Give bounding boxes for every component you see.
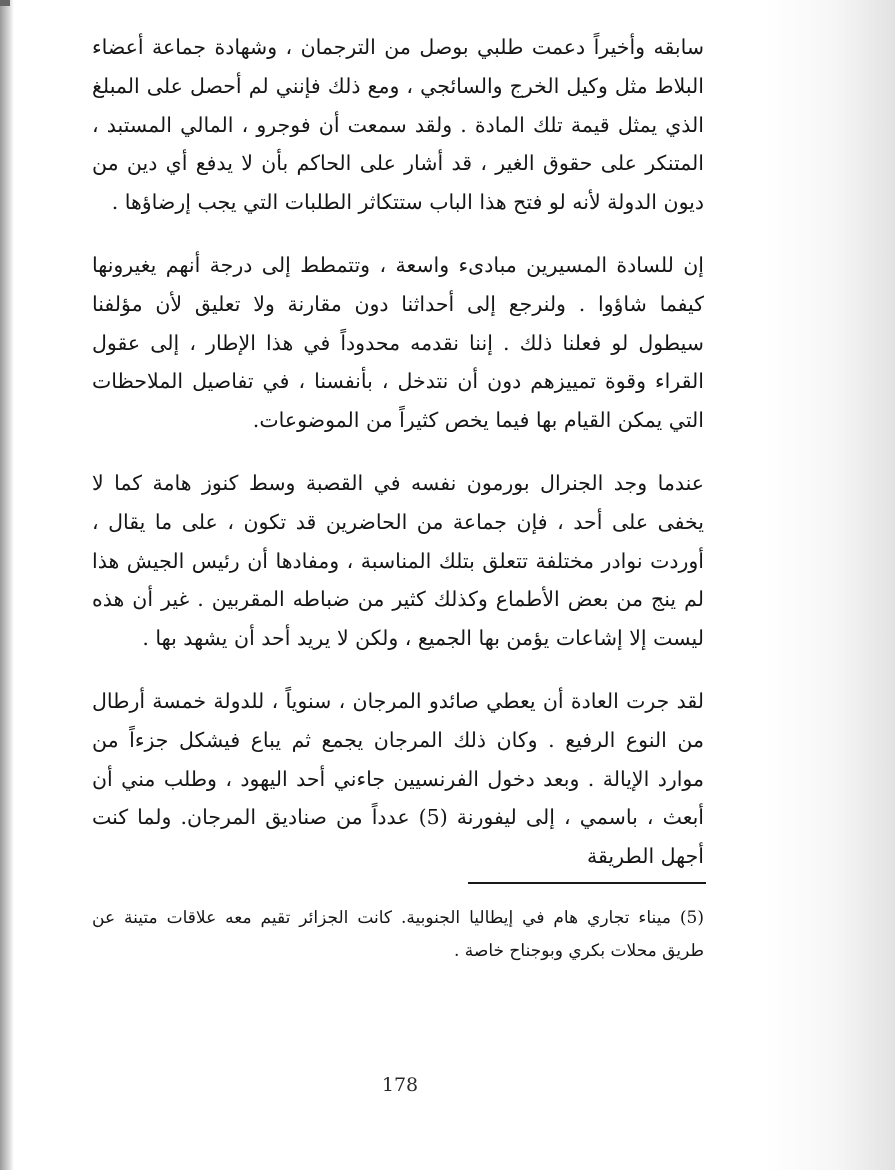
paragraph-1: سابقه وأخيراً دعمت طلبي بوصل من الترجمان ، وشهادة جماعة أعضاء البلاط مثل وكيل الخرج والسائجي ، ومع ذلك فإنني لم أحصل على المبلغ الذي يمثل قيمة تلك المادة . ولقد سمعت أن فوجرو ، المالي المستبد ، المتنكر على حقوق الغير ، قد أشار على الحاكم بأن لا يدفع أي دين من ديون الدولة لأنه لو فتح هذا الباب ستتكاثر الطلبات التي يجب إرضاؤها . (92, 35, 704, 215)
scan-edge-right (765, 0, 895, 1170)
page-body (92, 28, 704, 900)
footnote: (5) ميناء تجاري هام في إيطاليا الجنوبية. كانت الجزائر تقيم معه علاقات متينة عن طريق محلات بكري وبوجناح خاصة . (92, 908, 704, 961)
scan-edge-left (0, 0, 14, 1170)
paragraph-2: إن للسادة المسيرين مبادىء واسعة ، وتتمطط إلى درجة أنهم يغيرونها كيفما شاؤوا . ولنرجع إلى أحداثنا دون مقارنة ولا تعليق لأن مؤلفنا سيطول لو فعلنا ذلك . إننا نقدمه محدوداً في هذا الإطار ، إلى عقول القراء وقوة تمييزهم دون أن نتدخل ، بأنفسنا ، في تفاصيل الملاحظات التي يمكن القيام بها فيما يخص كثيراً من الموضوعات. (92, 252, 704, 433)
scan-mark (0, 0, 10, 6)
paragraph-3: عندما وجد الجنرال بورمون نفسه في القصبة وسط كنوز هامة كما لا يخفى على أحد ، فإن جماعة من الحاضرين قد تكون ، على ما يقال ، أوردت نوادر مختلفة تتعلق بتلك المناسبة ، ومفادها أن رئيس الجيش هذا لم ينج من بعض الأطماع وكذلك كثير من ضباطه المقربين . غير أن هذه ليست إلا إشاعات يؤمن بها الجميع ، ولكن لا يريد أحد أن يشهد بها . (92, 470, 704, 651)
page-number: 178 (381, 1074, 419, 1096)
footnote-divider (468, 882, 706, 884)
paragraph-4: لقد جرت العادة أن يعطي صائدو المرجان ، سنوياً ، للدولة خمسة أرطال من النوع الرفيع . وكان ذلك المرجان يجمع ثم يباع فيشكل جزءاً من موارد الإيالة . وبعد دخول الفرنسيين جاءني أحد اليهود ، وطلب مني أن أبعث ، باسمي ، إلى ليفورنة (5) عدداً من صناديق المرجان. ولما كنت أجهل الطريقة (92, 688, 704, 869)
